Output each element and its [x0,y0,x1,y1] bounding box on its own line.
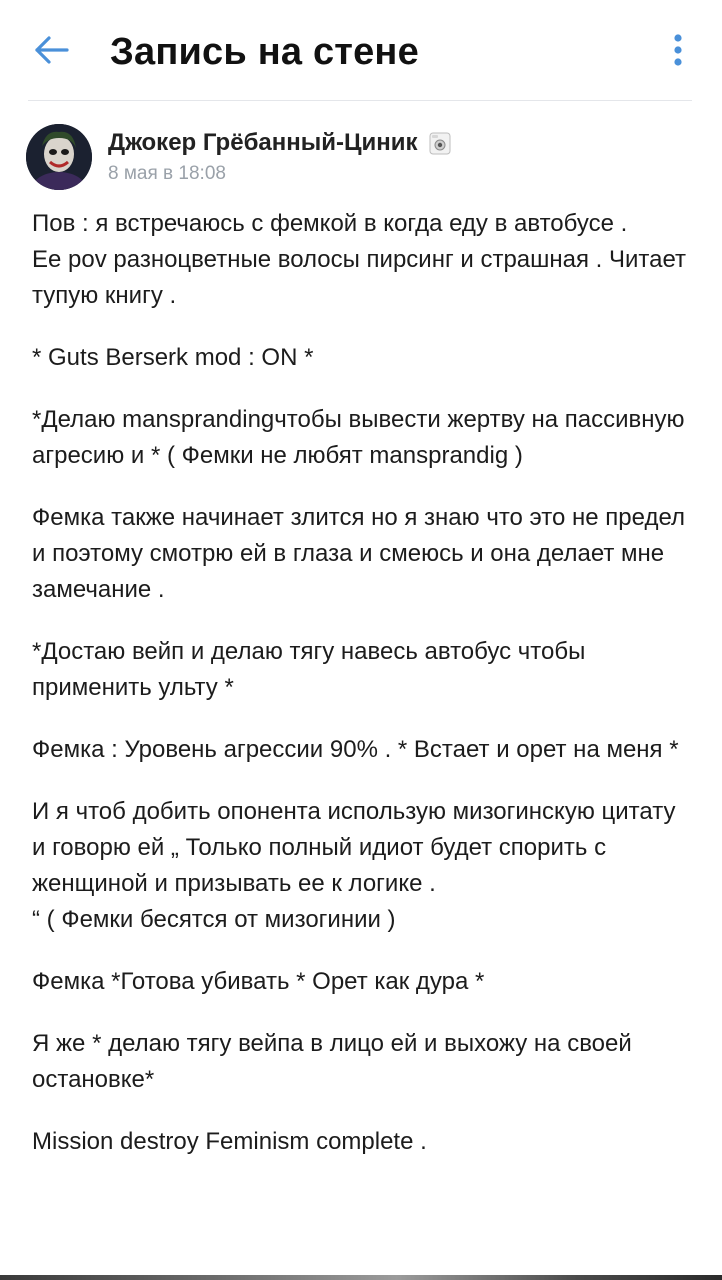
page-title: Запись на стене [110,31,419,73]
arrow-left-icon [34,35,70,70]
post-body [32,206,694,1186]
post-paragraph: Фемка *Готова убивать * Орет как дура * [32,968,485,995]
post-paragraph: Mission destroy Feminism complete . [32,1128,427,1155]
back-button[interactable] [28,28,76,76]
header-divider [28,100,692,101]
avatar[interactable] [26,124,92,190]
post-paragraph: И я чтоб добить опонента использую мизогинскую цитату и говорю ей „ Только полный идиот будет спорить с женщиной и призывать ее к логике . “ ( Фемки бесятся от мизогинии ) [32,798,676,933]
post-header [26,122,696,192]
author-name[interactable]: Джокер Грёбанный-Циник [108,129,418,156]
post-paragraph: Я же * делаю тягу вейпа в лицо ей и выхожу на своей остановке* [32,1030,632,1093]
post-paragraph: Фемка также начинает злится но я знаю что это не предел и поэтому смотрю ей в глаза и смеюсь и она делает мне замечание . [32,504,686,603]
more-vertical-icon [673,33,683,72]
post-paragraph: *Достаю вейп и делаю тягу навесь автобус чтобы применить ульту * [32,638,586,701]
more-options-button[interactable] [656,28,700,76]
post-paragraph: *Делаю mansprandingчтобы вывести жертву на пассивную агресию и * ( Фемки не любят mansprandig ) [32,406,685,469]
post-date: 8 мая в 18:08 [108,163,226,184]
next-post-edge [0,1275,722,1280]
top-app-bar [0,0,722,100]
post-paragraph: Фемка : Уровень агрессии 90% . * Встает и орет на меня * [32,736,679,763]
post-paragraph: Пов : я встречаюсь с фемкой в когда еду в автобусе . Ее pov разноцветные волосы пирсинг и страшная . Читает тупую книгу . [32,210,687,309]
post-paragraph: * Guts Berserk mod : ON * [32,344,314,371]
camera-emoji-icon [428,130,452,156]
author-row [108,128,452,158]
